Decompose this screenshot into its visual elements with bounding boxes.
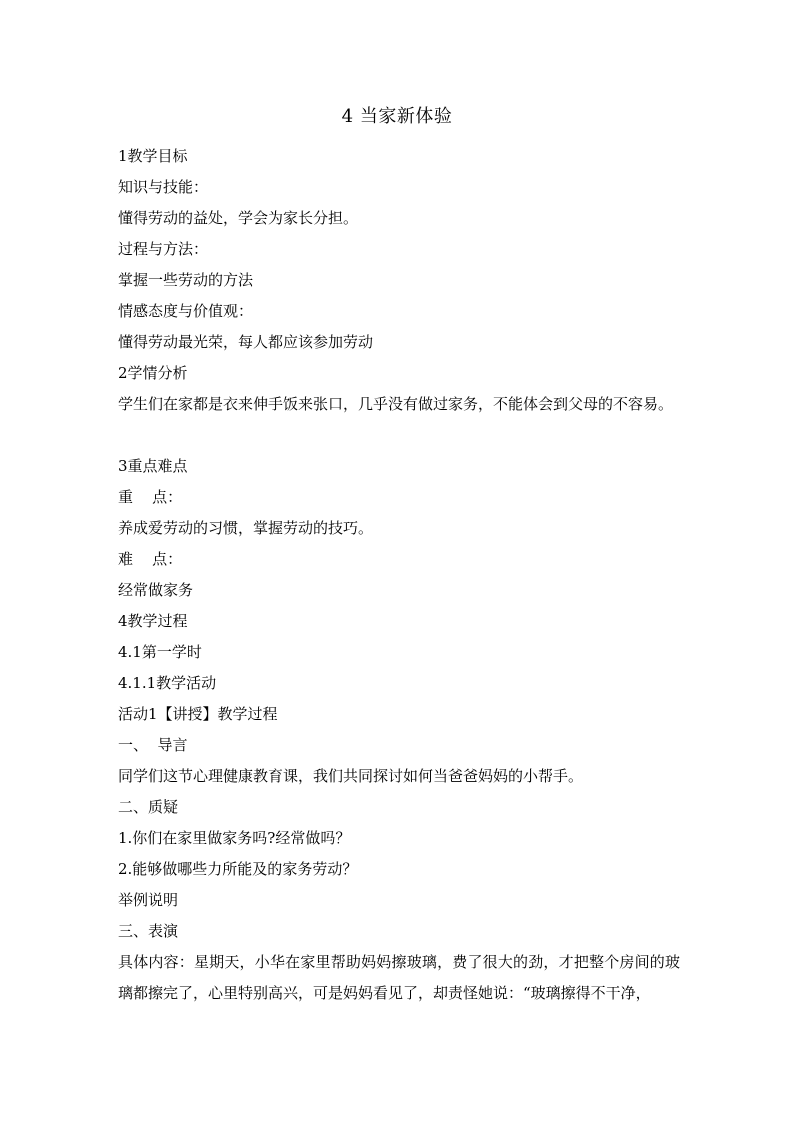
paragraph: 具体内容：星期天，小华在家里帮助妈妈擦玻璃，费了很大的劲，才把整个房间的玻璃都擦完了，心里特别高兴，可是妈妈看见了，却责怪她说：“玻璃擦得不干净， <box>118 953 680 1002</box>
subheading-emotion-values: 情感态度与价值观： <box>118 302 254 320</box>
paragraph: 学生们在家都是衣来伸手饭来张口，几乎没有做过家务，不能体会到父母的不容易。 <box>118 395 674 413</box>
step-heading-intro: 一、 导言 <box>118 736 188 754</box>
paragraph: 同学们这节心理健康教育课，我们共同探讨如何当爸爸妈妈的小帮手。 <box>118 767 584 785</box>
subheading-key-point: 重 点： <box>118 488 183 506</box>
section-heading-teaching-process: 4教学过程 <box>118 612 188 630</box>
paragraph: 懂得劳动的益处，学会为家长分担。 <box>118 209 359 227</box>
activity-heading: 活动1【讲授】教学过程 <box>118 705 278 723</box>
paragraph: 养成爱劳动的习惯，掌握劳动的技巧。 <box>118 519 374 537</box>
step-heading-performance: 三、表演 <box>118 922 179 940</box>
subsection-teaching-activity: 4.1.1教学活动 <box>118 674 217 692</box>
document-title: 4 当家新体验 <box>341 106 453 127</box>
section-heading-teaching-goals: 1教学目标 <box>118 147 188 165</box>
paragraph: 掌握一些劳动的方法 <box>118 271 254 289</box>
paragraph: 举例说明 <box>118 891 179 909</box>
section-heading-student-analysis: 2学情分析 <box>118 364 188 382</box>
paragraph: 懂得劳动最光荣，每人都应该参加劳动 <box>118 333 374 351</box>
subheading-knowledge-skills: 知识与技能： <box>118 178 209 196</box>
subheading-process-method: 过程与方法： <box>118 240 209 258</box>
paragraph: 经常做家务 <box>118 581 194 599</box>
question-item: 1.你们在家里做家务吗?经常做吗？ <box>118 829 351 847</box>
question-item: 2.能够做哪些力所能及的家务劳动？ <box>118 860 358 878</box>
section-heading-key-points: 3重点难点 <box>118 457 188 475</box>
document-body <box>118 141 680 1009</box>
subsection-first-period: 4.1第一学时 <box>118 643 202 661</box>
subheading-difficulty: 难 点： <box>118 550 183 568</box>
step-heading-questions: 二、质疑 <box>118 798 179 816</box>
